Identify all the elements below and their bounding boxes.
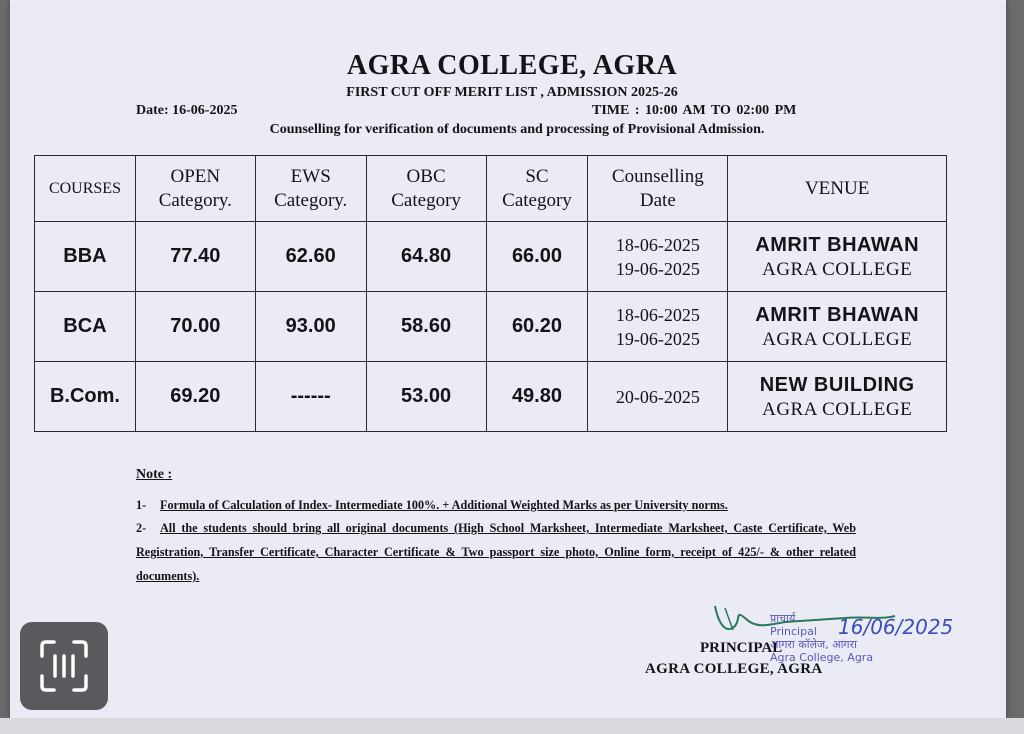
header-ews-line2: Category. [274,189,348,211]
note-number: 1- [136,498,147,512]
note-text: Formula of Calculation of Index- Intermediate 100%. + Additional Weighted Marks as per University norms. [160,498,728,512]
header-sc-line2: Category [502,189,572,211]
counselling-date-2: 19-06-2025 [615,328,700,349]
venue-college: AGRA COLLEGE [762,398,913,420]
header-obc [366,156,486,222]
seal-line-college: Agra College, Agra [770,651,874,664]
header-sc [486,156,588,222]
table-row [35,292,947,362]
header-venue: VENUE [728,156,947,222]
open-cutoff: 77.40 [135,222,255,292]
sc-cutoff: 66.00 [486,222,588,292]
venue-cell [728,362,947,432]
document-title: AGRA COLLEGE, AGRA [346,50,678,81]
header-open-line2: Category. [158,189,232,211]
counselling-date-1: 20-06-2025 [615,386,700,407]
venue-building: AMRIT BHAWAN [755,233,920,256]
ews-cutoff: 62.60 [255,222,366,292]
handwritten-date-icon [838,612,954,642]
counselling-dates [588,292,728,362]
header-date-line2: Date [639,189,676,211]
venue-building: NEW BUILDING [759,373,915,396]
ews-cutoff: 93.00 [255,292,366,362]
seal-line-hindi-college: आगरा कॉलेज, आगरा [770,638,857,651]
header-date-line1: Counselling [611,165,704,187]
venue-college: AGRA COLLEGE [762,328,913,350]
header-courses: COURSES [35,156,136,222]
obc-cutoff: 64.80 [366,222,486,292]
seal-line-hindi-title: प्राचार्य [770,612,796,625]
ews-cutoff: ------ [255,362,366,432]
counselling-note: Counselling for verification of documents and processing of Provisional Admission. [269,122,765,137]
scan-frame-icon [20,622,108,710]
venue-cell [728,222,947,292]
note-item-2 [136,516,856,588]
obc-cutoff: 53.00 [366,362,486,432]
college-signature-line: AGRA COLLEGE, AGRA [645,661,823,677]
header-obc-line1: OBC [406,165,446,187]
venue-building: AMRIT BHAWAN [755,303,920,326]
bottom-strip [0,718,1024,734]
header-ews-line1: EWS [290,165,331,187]
document-subtitle: FIRST CUT OFF MERIT LIST , ADMISSION 2025-26 [346,85,678,100]
header-sc-line1: SC [525,165,549,187]
note-number: 2- [136,521,147,535]
counselling-date-1: 18-06-2025 [615,304,700,325]
seal-line-principal: Principal [770,625,817,638]
document-date: Date: 16-06-2025 [136,103,238,118]
course-cell: BCA [35,292,136,362]
note-item-1 [136,493,856,517]
header-open [135,156,255,222]
principal-label: PRINCIPAL [700,640,783,656]
table-row [35,362,947,432]
counselling-date-2: 19-06-2025 [615,258,700,279]
counselling-date-1: 18-06-2025 [615,234,700,255]
obc-cutoff: 58.60 [366,292,486,362]
venue-college: AGRA COLLEGE [762,258,913,280]
header-open-line1: OPEN [170,165,221,187]
document-time: TIME : 10:00 AM TO 02:00 PM [592,103,797,118]
handwritten-date: 16/06/2025 [838,615,954,639]
header-ews [255,156,366,222]
header-obc-line2: Category [391,189,461,211]
course-cell: B.Com. [35,362,136,432]
counselling-dates [588,222,728,292]
note-heading: Note : [136,467,173,482]
note-text: All the students should bring all original documents (High School Marksheet, Intermediate Marksheet, Caste Certificate, Web Registration, Transfer Certificate, Character Certificate & Two passport size photo, Online form, receipt of 425/- & other related documents). [136,521,856,583]
header-counselling-date [588,156,728,222]
merit-table [34,155,947,432]
course-cell: BBA [35,222,136,292]
sc-cutoff: 49.80 [486,362,588,432]
counselling-dates [588,362,728,432]
open-cutoff: 69.20 [135,362,255,432]
open-cutoff: 70.00 [135,292,255,362]
sc-cutoff: 60.20 [486,292,588,362]
scan-document-icon[interactable] [20,622,108,710]
venue-cell [728,292,947,362]
table-header-row [35,156,947,222]
table-row [35,222,947,292]
